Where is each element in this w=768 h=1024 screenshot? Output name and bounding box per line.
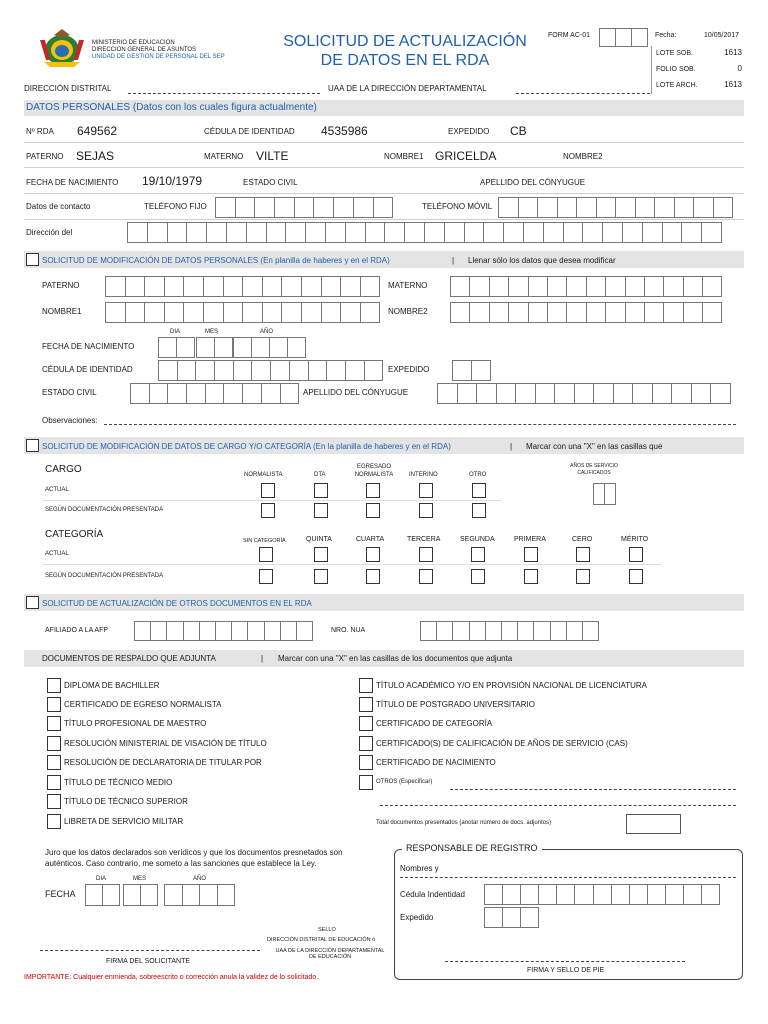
uaa-label: UAA DE LA DIRECCIÓN DEPARTAMENTAL [328,84,487,93]
mobile-label: TELÉFONO MÓVIL [422,202,493,211]
oath-line: Juro que los datos declarados son verídicos y que los documentos presnetados son [45,848,343,857]
spouse-label: APELLIDO DEL CÓNYUGUE [480,178,586,187]
birth-value: 19/10/1979 [142,174,203,188]
lote-sob-value: 1613 [724,48,742,57]
oath-line: auténticos. Caso contrario, me someto a las sanciones que establece la Ley. [45,859,317,868]
mod-expedido-boxes[interactable] [452,360,491,381]
mod-nombre1-label: NOMBRE1 [42,307,82,316]
modcargo-note: Marcar con una "X" en las casillas que [526,442,663,451]
resp-ci-label: Cédula Indentidad [400,890,465,899]
cargo-segun-label: SEGÚN DOCUMENTACIÓN PRESENTADA [45,507,164,513]
doc-label: RESOLUCIÓN DE DECLARATORIA DE TITULAR POR [64,758,262,767]
personal-section-title: DATOS PERSONALES (Datos con los cuales figura actualmente) [26,102,317,113]
years-label: AÑOS DE SERVICIO CALIFICADOS [570,463,618,476]
birth-label: FECHA DE NACIMIENTO [26,178,119,187]
doc-checkbox[interactable] [47,794,61,809]
sello-label: SELLO [318,927,336,933]
footer-fecha-label: FECHA [45,889,76,899]
doc-checkbox[interactable] [47,678,61,693]
nombre1-value: GRICELDA [435,149,497,163]
otros-doc-checkbox[interactable] [359,775,373,790]
doc-checkbox[interactable] [47,697,61,712]
folio-sob-value: 0 [737,64,742,73]
afp-label: AFILIADO A LA AFP [45,627,109,634]
mod-nombre1-boxes[interactable] [105,302,380,323]
mod-spouse-boxes[interactable] [437,383,731,404]
doc-label: TÍTULO ACADÉMICO Y/O EN PROVISIÓN NACIONAL DE LICENCIATURA [376,681,648,690]
resp-expedido-label: Expedido [400,913,434,922]
paterno-label: PATERNO [26,152,64,161]
footer-year-boxes[interactable] [164,884,235,906]
modcargo-title: SOLICITUD DE MODIFICACIÓN DE DATOS DE CARGO Y/O CATEGORÍA (En la planilla de haberes y en el RDA) [42,442,451,451]
lote-sob-label: LOTE SOB. [656,50,693,57]
mod-materno-label: MATERNO [388,281,428,290]
total-box[interactable] [626,814,681,834]
cat-segun-cuarta-checkbox[interactable] [366,569,380,584]
footer-month-boxes[interactable] [123,884,158,906]
ci-value: 4535986 [321,124,368,138]
cat-actual-cuarta-checkbox[interactable] [366,547,380,562]
doc-checkbox[interactable] [359,697,373,712]
dia-label: DIA [170,329,181,335]
cat-actual-sin-checkbox[interactable] [259,547,273,562]
mes-label: MES [205,329,219,335]
doc-checkbox[interactable] [359,678,373,693]
mod-birth-label: FECHA DE NACIMIENTO [42,342,135,351]
doc-label: CERTIFICADO DE EGRESO NORMALISTA [64,700,222,709]
phone-label: TELÉFONO FIJO [144,202,207,211]
col-dta: DTA [314,472,326,478]
doc-label: CERTIFICADO DE NACIMIENTO [376,758,496,767]
ci-label: CÉDULA DE IDENTIDAD [204,127,295,136]
col-cuarta: CUARTA [356,536,385,543]
mod-birth-year-boxes[interactable] [233,337,306,358]
cargo-actual-interino-checkbox[interactable] [419,483,433,498]
col-merito: MÉRITO [621,536,649,543]
paterno-value: SEJAS [76,149,115,163]
nombre1-label: NOMBRE1 [384,152,424,161]
cat-segun-quinta-checkbox[interactable] [314,569,328,584]
doc-checkbox[interactable] [359,736,373,751]
mod-nombre2-label: NOMBRE2 [388,307,428,316]
footer-dia-label: DIA [96,876,107,882]
direccion-distrital-label: DIRECCIÓN DISTRITAL [24,84,112,93]
cargo-actual-egresado-checkbox[interactable] [366,483,380,498]
doc-checkbox[interactable] [47,775,61,790]
footer-anio-label: AÑO [193,876,207,882]
afp-boxes[interactable] [134,621,313,641]
cat-segun-cero-checkbox[interactable] [576,569,590,584]
civil-label: ESTADO CIVIL [243,178,298,187]
uaa-block [266,948,394,960]
mod-nombre2-boxes[interactable] [450,302,722,323]
total-label: Total documentos presentados (anotar número de docs. adjuntos) [376,820,552,826]
doc-checkbox[interactable] [359,716,373,731]
modpersonal-title: SOLICITUD DE MODIFICACIÓN DE DATOS PERSONALES (En planilla de haberes y en el RDA) [42,256,390,265]
resp-ci-boxes[interactable] [484,884,720,905]
docs-title: DOCUMENTOS DE RESPALDO QUE ADJUNTA [42,654,216,663]
doc-label: RESOLUCIÓN MINISTERIAL DE VISACIÓN DE TÍTULO [64,739,267,748]
col-normalista: NORMALISTA [244,472,283,478]
cat-actual-label: ACTUAL [45,551,69,557]
doc-checkbox[interactable] [47,736,61,751]
years-boxes[interactable] [593,483,616,505]
mod-civil-label: ESTADO CIVIL [42,388,97,397]
mod-birth-day-boxes[interactable] [158,337,195,358]
lote-arch-label: LOTE ARCH. [656,82,698,89]
mod-materno-boxes[interactable] [450,276,722,297]
categoria-heading: CATEGORÍA [45,529,104,540]
title-line: SOLICITUD DE ACTUALIZACIÓN [283,33,527,50]
cat-actual-tercera-checkbox[interactable] [419,547,433,562]
cat-segun-merito-checkbox[interactable] [629,569,643,584]
mod-ci-boxes[interactable] [158,360,383,381]
doc-label: TÍTULO DE TÉCNICO MEDIO [64,778,173,787]
resp-nombres-label: Nombres y [400,864,439,873]
coat-of-arms-icon [34,26,90,70]
footer-mes-label: MES [133,876,147,882]
cat-segun-primera-checkbox[interactable] [524,569,538,584]
cargo-actual-label: ACTUAL [45,487,69,493]
materno-label: MATERNO [204,152,244,161]
ministry-line: MINISTERIO DE EDUCACION [92,40,175,46]
ministry-line: UNIDAD DE GESTION DE PERSONAL DEL SEP [92,54,225,60]
otros-checkbox[interactable] [26,596,39,609]
responsable-title: RESPONSABLE DE REGISTRO [402,843,542,853]
doc-checkbox[interactable] [47,716,61,731]
docs-note: Marcar con una "X" en las casillas de los documentos que adjunta [278,654,513,663]
doc-label: TÍTULO DE POSTGRADO UNIVERSITARIO [376,700,535,709]
cat-actual-quinta-checkbox[interactable] [314,547,328,562]
doc-checkbox[interactable] [47,814,61,829]
doc-label: TÍTULO PROFESIONAL DE MAESTRO [64,719,207,728]
mod-civil-boxes[interactable] [130,383,299,404]
oath-text [45,847,343,869]
date-value: 10/05/2017 [704,32,740,39]
cat-actual-primera-checkbox[interactable] [524,547,538,562]
date-label: Fecha: [655,32,677,39]
cargo-segun-otro-checkbox[interactable] [472,503,486,518]
col-cero: CERO [572,536,593,543]
mod-ci-label: CÉDULA DE IDENTIDAD [42,365,133,374]
col-tercera: TERCERA [407,536,441,543]
modpersonal-checkbox[interactable] [26,253,39,266]
uaa-line: UAA DE LA DIRECCIÓN DEPARTAMENTAL [275,948,385,954]
cat-actual-cero-checkbox[interactable] [576,547,590,562]
mobile-boxes[interactable] [498,197,733,218]
col-quinta: QUINTA [306,536,332,543]
modpersonal-note: Llenar sólo los datos que desea modificar [468,256,616,265]
cargo-actual-dta-checkbox[interactable] [314,483,328,498]
col-sin-categoria: SIN CATEGORÍA [243,538,286,544]
lote-arch-value: 1613 [724,80,742,89]
cat-segun-tercera-checkbox[interactable] [419,569,433,584]
mod-paterno-boxes[interactable] [105,276,380,297]
cat-actual-merito-checkbox[interactable] [629,547,643,562]
anio-label: AÑO [260,329,274,335]
nua-label: NRO. NUA [331,627,366,634]
ministry-block [92,40,225,61]
important-note: IMPORTANTE: Cualquier enmienda, sobreescrito o corrección anula la validez de lo solicitado. [24,974,319,981]
mod-birth-month-boxes[interactable] [196,337,233,358]
footer-day-boxes[interactable] [85,884,120,906]
cat-actual-segunda-checkbox[interactable] [471,547,485,562]
nombre2-label: NOMBRE2 [563,152,603,161]
cargo-segun-normalista-checkbox[interactable] [261,503,275,518]
form-title [260,32,550,70]
firma-pie-label: FIRMA Y SELLO DE PIE [527,967,605,974]
contact-label: Datos de contacto [26,202,91,211]
mod-expedido-label: EXPEDIDO [388,365,430,374]
address-label: Dirección del [26,228,73,237]
col-otro: OTRO [469,472,487,478]
folio-sob-label: FOLIO SOB. [656,66,696,73]
title-line: DE DATOS EN EL RDA [320,52,490,69]
form-code-boxes[interactable] [599,28,648,47]
doc-label: LIBRETA DE SERVICIO MILITAR [64,817,184,826]
form-code: FORM AC-01 [548,32,591,39]
cat-segun-label: SEGÚN DOCUMENTACIÓN PRESENTADA [45,573,164,579]
col-egresado: EGRESADO NORMALISTA [354,464,394,478]
modcargo-checkbox[interactable] [26,439,39,452]
nua-boxes[interactable] [420,621,599,641]
cargo-segun-egresado-checkbox[interactable] [366,503,380,518]
cargo-segun-interino-checkbox[interactable] [419,503,433,518]
cargo-heading: CARGO [45,464,82,475]
doc-label: DIPLOMA DE BACHILLER [64,681,160,690]
mod-spouse-label: APELLIDO DEL CÓNYUGUE [303,388,409,397]
uaa-line: DE EDUCACIÓN [308,954,352,960]
rda-value: 649562 [77,124,118,138]
cargo-segun-dta-checkbox[interactable] [314,503,328,518]
col-primera: PRIMERA [514,536,546,543]
mod-obs-label: Observaciones: [42,416,98,425]
ministry-line: DIRECCION GENERAL DE ASUNTOS [92,47,197,53]
doc-checkbox[interactable] [359,755,373,770]
otros-title: SOLICITUD DE ACTUALIZACIÓN DE OTROS DOCUMENTOS EN EL RDA [42,599,312,608]
rda-label: Nº RDA [26,127,54,136]
resp-expedido-boxes[interactable] [484,907,539,928]
materno-value: VILTE [256,149,289,163]
phone-boxes[interactable] [215,197,393,218]
doc-checkbox[interactable] [47,755,61,770]
col-interino: INTERINO [409,472,438,478]
col-segunda: SEGUNDA [460,536,495,543]
mod-paterno-label: PATERNO [42,281,80,290]
cargo-actual-otro-checkbox[interactable] [472,483,486,498]
doc-label: TÍTULO DE TÉCNICO SUPERIOR [64,797,188,806]
doc-label: CERTIFICADO DE CATEGORÍA [376,719,493,728]
otros-doc-label: OTROS (Especificar) [376,779,433,785]
cat-segun-segunda-checkbox[interactable] [471,569,485,584]
firma-solicitante-label: FIRMA DEL SOLICITANTE [106,958,191,965]
cargo-actual-normalista-checkbox[interactable] [261,483,275,498]
cat-segun-sin-checkbox[interactable] [259,569,273,584]
doc-label: CERTIFICADO(S) DE CALIFICACIÓN DE AÑOS DE SERVICIO (CAS) [376,739,628,748]
expedido-value: CB [510,124,527,138]
expedido-label: EXPEDIDO [448,127,490,136]
address-boxes[interactable] [127,222,722,243]
dde-label: DIRECCIÓN DISTRITAL DE EDUCACIÓN ó [267,937,376,943]
